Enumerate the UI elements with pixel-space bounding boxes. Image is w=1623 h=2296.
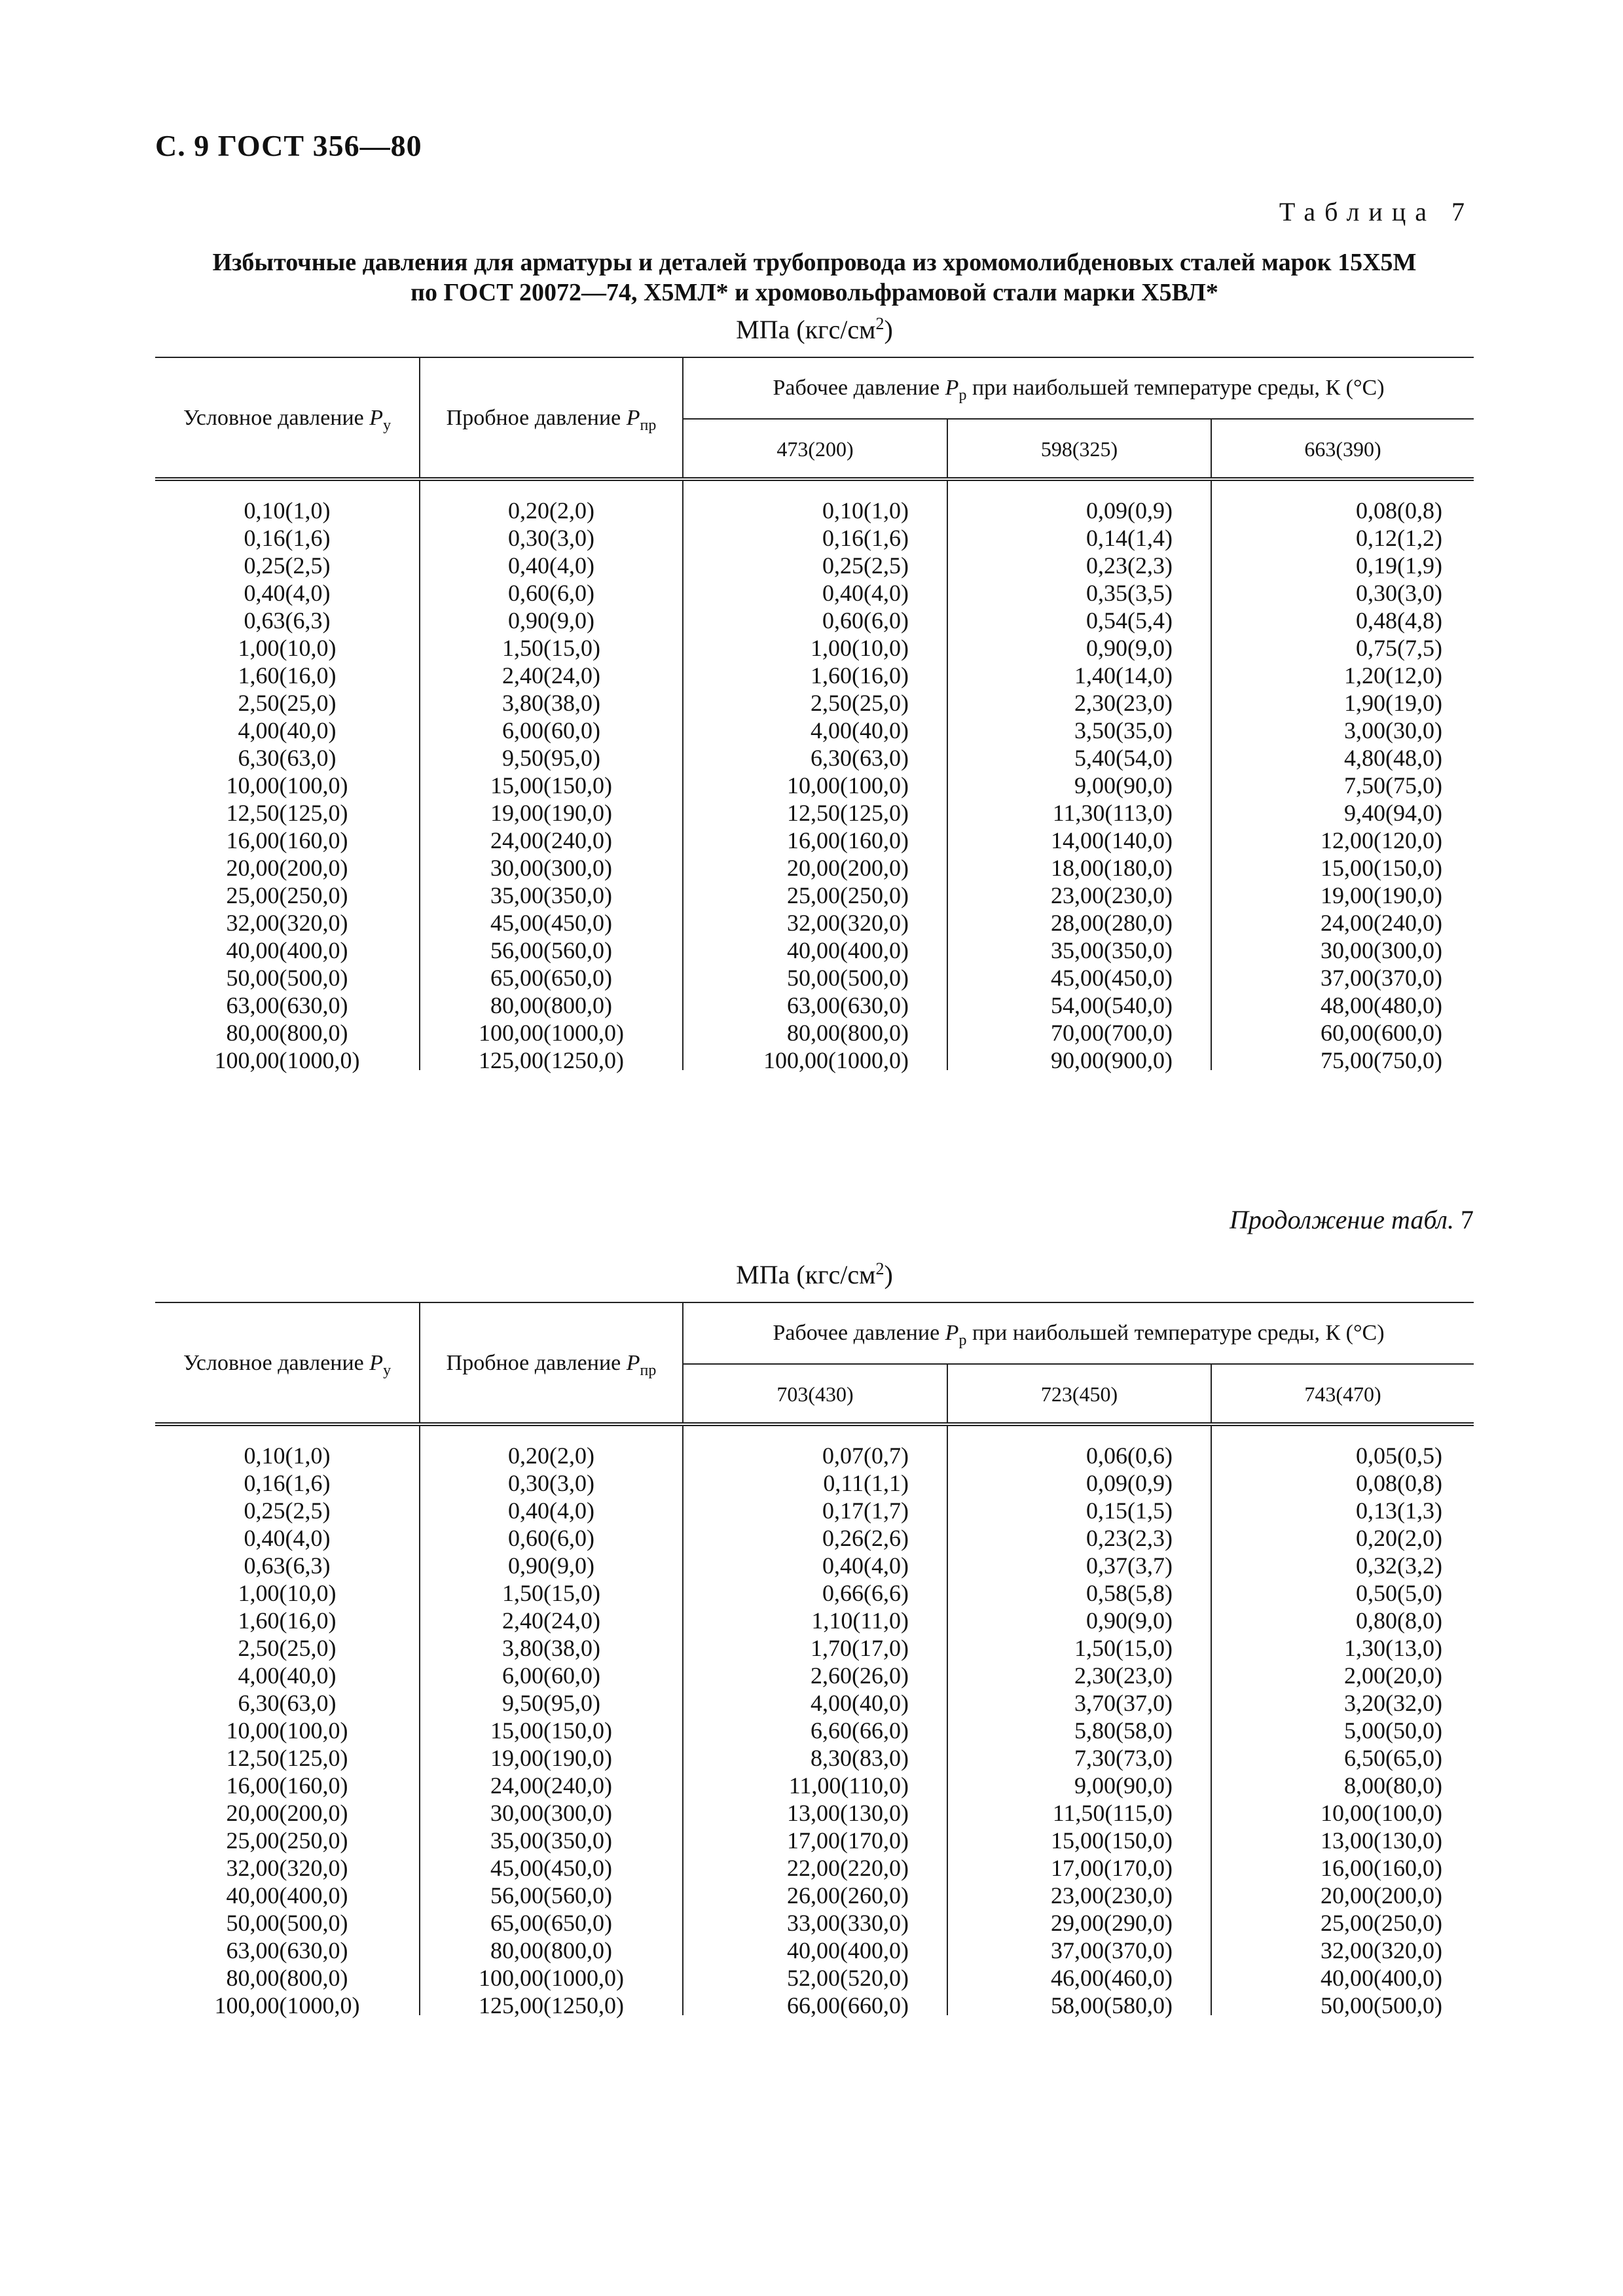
table-cell: 4,00(40,0) [811, 717, 909, 744]
header-nominal-pressure: Условное давление $P_у$ [183, 1351, 392, 1379]
table-header [155, 357, 1474, 481]
table-cell: 0,10(1,0) [244, 497, 331, 524]
table-cell: 3,80(38,0) [502, 690, 600, 716]
table-cell: 54,00(540,0) [1051, 992, 1173, 1018]
table-cell: 0,40(4,0) [822, 1552, 909, 1579]
table-cell: 13,00(130,0) [787, 1800, 909, 1826]
table-cell: 7,30(73,0) [1074, 1745, 1173, 1771]
table-cell: 0,80(8,0) [1356, 1607, 1442, 1634]
table-cell: 0,90(9,0) [508, 607, 594, 634]
table-cell: 24,00(240,0) [1321, 910, 1442, 936]
table-body [155, 481, 1474, 1073]
table-cell: 80,00(800,0) [787, 1020, 909, 1046]
table-cell: 30,00(300,0) [1321, 937, 1442, 963]
table-cell: 23,00(230,0) [1051, 882, 1173, 908]
table-cell: 6,30(63,0) [238, 1690, 337, 1716]
table-cell: 0,48(4,8) [1356, 607, 1442, 634]
table-cell: 45,00(450,0) [490, 1855, 612, 1881]
table-cell: 12,50(125,0) [226, 800, 348, 826]
working-pressure-column-3 [1211, 481, 1474, 1073]
table-cell: 1,90(19,0) [1344, 690, 1442, 716]
continuation-label: Продолжение табл. 7 [1229, 1205, 1474, 1234]
working-pressure-column-1 [682, 481, 947, 1073]
table-cell: 15,00(150,0) [1051, 1827, 1173, 1854]
table-cell: 3,00(30,0) [1344, 717, 1442, 744]
table-cell: 0,54(5,4) [1086, 607, 1173, 634]
table-cell: 1,40(14,0) [1074, 662, 1173, 689]
table-cell: 40,00(400,0) [787, 1937, 909, 1964]
table-cell: 1,00(10,0) [811, 635, 909, 661]
table-header [155, 1302, 1474, 1426]
table-cell: 0,40(4,0) [244, 1525, 331, 1551]
table-cell: 0,14(1,4) [1086, 525, 1173, 551]
table-cell: 32,00(320,0) [787, 910, 909, 936]
table-cell: 0,12(1,2) [1356, 525, 1442, 551]
table-cell: 15,00(150,0) [1321, 855, 1442, 881]
header-test-pressure: Пробное давление $P_{пр}$ [419, 1303, 682, 1424]
table-cell: 0,17(1,7) [822, 1498, 909, 1524]
table-cell: 0,66(6,6) [822, 1580, 909, 1606]
table-cell: 0,20(2,0) [508, 497, 594, 524]
table-cell: 2,50(25,0) [238, 690, 337, 716]
table-cell: 9,50(95,0) [502, 745, 600, 771]
table-cell: 19,00(190,0) [490, 800, 612, 826]
table-cell: 2,60(26,0) [811, 1662, 909, 1689]
table-cell: 25,00(250,0) [1321, 1910, 1442, 1936]
table-cell: 0,09(0,9) [1086, 1470, 1173, 1496]
table-cell: 20,00(200,0) [226, 855, 348, 881]
header-temperature-1: 473(200) [682, 420, 947, 478]
working-pressure-column-3 [1211, 1426, 1474, 2018]
table-cell: 4,00(40,0) [238, 717, 337, 744]
table-cell: 3,80(38,0) [502, 1635, 600, 1661]
table-cell: 1,10(11,0) [811, 1607, 909, 1634]
table-cell: 19,00(190,0) [490, 1745, 612, 1771]
table-cell: 20,00(200,0) [1321, 1882, 1442, 1909]
table-cell: 125,00(1250,0) [479, 1992, 624, 2018]
header-temperature-2: 723(450) [947, 1365, 1211, 1424]
header-temperature-2: 598(325) [947, 420, 1211, 478]
table-cell: 35,00(350,0) [490, 882, 612, 908]
table-cell: 0,26(2,6) [822, 1525, 909, 1551]
table-cell: 0,37(3,7) [1086, 1552, 1173, 1579]
table-cell: 60,00(600,0) [1321, 1020, 1442, 1046]
table-cell: 1,50(15,0) [1074, 1635, 1173, 1661]
table-cell: 3,20(32,0) [1344, 1690, 1442, 1716]
table-cell: 1,20(12,0) [1344, 662, 1442, 689]
table-cell: 1,50(15,0) [502, 1580, 600, 1606]
table-cell: 1,50(15,0) [502, 635, 600, 661]
table-cell: 56,00(560,0) [490, 1882, 612, 1909]
header-temperature-3: 663(390) [1211, 420, 1474, 478]
table-cell: 3,70(37,0) [1074, 1690, 1173, 1716]
table-cell: 100,00(1000,0) [479, 1965, 624, 1991]
table-cell: 125,00(1250,0) [479, 1047, 624, 1073]
table-cell: 9,00(90,0) [1074, 772, 1173, 798]
table-cell: 0,25(2,5) [244, 552, 331, 579]
table-cell: 1,00(10,0) [238, 1580, 337, 1606]
table-cell: 1,70(17,0) [811, 1635, 909, 1661]
table-cell: 24,00(240,0) [490, 1772, 612, 1799]
table-cell: 65,00(650,0) [490, 965, 612, 991]
table-cell: 3,50(35,0) [1074, 717, 1173, 744]
table-cell: 32,00(320,0) [226, 910, 348, 936]
table-cell: 50,00(500,0) [226, 1910, 348, 1936]
table-cell: 10,00(100,0) [226, 772, 348, 798]
table-cell: 0,08(0,8) [1356, 1470, 1442, 1496]
table-cell: 0,05(0,5) [1356, 1443, 1442, 1469]
header-temperature-3: 743(470) [1211, 1365, 1474, 1424]
table-cell: 9,50(95,0) [502, 1690, 600, 1716]
table-cell: 19,00(190,0) [1321, 882, 1442, 908]
table-cell: 9,40(94,0) [1344, 800, 1442, 826]
table-cell: 2,40(24,0) [502, 1607, 600, 1634]
table-cell: 15,00(150,0) [490, 1717, 612, 1744]
header-working-pressure: Рабочее давление $P_р$ при наибольшей температуре среды, К (°С) [682, 1303, 1474, 1365]
table-cell: 0,16(1,6) [822, 525, 909, 551]
table-cell: 90,00(900,0) [1051, 1047, 1173, 1073]
table-cell: 20,00(200,0) [226, 1800, 348, 1826]
table-cell: 0,60(6,0) [508, 1525, 594, 1551]
table-cell: 50,00(500,0) [226, 965, 348, 991]
table-cell: 18,00(180,0) [1051, 855, 1173, 881]
table-cell: 100,00(1000,0) [763, 1047, 909, 1073]
table-cell: 0,20(2,0) [508, 1443, 594, 1469]
units-label: МПа $(кгс/см^2)$ [736, 314, 893, 344]
table-cell: 0,90(9,0) [1086, 1607, 1173, 1634]
table-cell: 10,00(100,0) [226, 1717, 348, 1744]
table-cell: 1,00(10,0) [238, 635, 337, 661]
table-cell: 6,30(63,0) [811, 745, 909, 771]
table-cell: 4,80(48,0) [1344, 745, 1442, 771]
table-cell: 0,30(3,0) [508, 525, 594, 551]
table-cell: 0,23(2,3) [1086, 552, 1173, 579]
table-cell: 0,40(4,0) [508, 552, 594, 579]
table-cell: 80,00(800,0) [490, 1937, 612, 1964]
working-pressure-column-2 [947, 481, 1211, 1073]
table-cell: 0,50(5,0) [1356, 1580, 1442, 1606]
table-cell: 0,16(1,6) [244, 525, 331, 551]
header-temperature-1: 703(430) [682, 1365, 947, 1424]
table-cell: 0,32(3,2) [1356, 1552, 1442, 1579]
table-cell: 0,08(0,8) [1356, 497, 1442, 524]
table-cell: 0,06(0,6) [1086, 1443, 1173, 1469]
table-cell: 7,50(75,0) [1344, 772, 1442, 798]
nominal-pressure-column [155, 481, 419, 1073]
table-cell: 25,00(250,0) [226, 1827, 348, 1854]
table-cell: 63,00(630,0) [226, 992, 348, 1018]
test-pressure-column [419, 1426, 682, 2018]
table-cell: 37,00(370,0) [1321, 965, 1442, 991]
working-pressure-column-2 [947, 1426, 1211, 2018]
table-cell: 2,50(25,0) [811, 690, 909, 716]
table-cell: 70,00(700,0) [1051, 1020, 1173, 1046]
table-cell: 0,60(6,0) [508, 580, 594, 606]
table-cell: 6,60(66,0) [811, 1717, 909, 1744]
table-cell: 75,00(750,0) [1321, 1047, 1442, 1073]
table-cell: 9,00(90,0) [1074, 1772, 1173, 1799]
table-cell: 0,63(6,3) [244, 1552, 331, 1579]
table-cell: 5,00(50,0) [1344, 1717, 1442, 1744]
table-cell: 12,50(125,0) [226, 1745, 348, 1771]
table-cell: 0,40(4,0) [244, 580, 331, 606]
table-cell: 63,00(630,0) [787, 992, 909, 1018]
table-body [155, 1426, 1474, 2018]
table-cell: 12,50(125,0) [787, 800, 909, 826]
nominal-pressure-column [155, 1426, 419, 2018]
page-header: С. 9 ГОСТ 356—80 [155, 129, 422, 162]
table-cell: 22,00(220,0) [787, 1855, 909, 1881]
table-cell: 16,00(160,0) [787, 827, 909, 853]
table-cell: 40,00(400,0) [226, 937, 348, 963]
table-cell: 30,00(300,0) [490, 855, 612, 881]
table-cell: 40,00(400,0) [1321, 1965, 1442, 1991]
table-cell: 1,60(16,0) [238, 662, 337, 689]
table-cell: 30,00(300,0) [490, 1800, 612, 1826]
table-cell: 16,00(160,0) [226, 1772, 348, 1799]
table-cell: 80,00(800,0) [490, 992, 612, 1018]
table-cell: 80,00(800,0) [226, 1965, 348, 1991]
table-cell: 35,00(350,0) [490, 1827, 612, 1854]
table-title-line-2: по ГОСТ 20072—74, Х5МЛ* и хромовольфрамовой стали марки Х5ВЛ* [410, 279, 1218, 307]
table-cell: 16,00(160,0) [226, 827, 348, 853]
table-cell: 50,00(500,0) [1321, 1992, 1442, 2018]
table-cell: 65,00(650,0) [490, 1910, 612, 1936]
units-label-2: МПа $(кгс/см^2)$ [736, 1259, 893, 1289]
table-cell: 15,00(150,0) [490, 772, 612, 798]
header-working-pressure: Рабочее давление $P_р$ при наибольшей температуре среды, К (°С) [682, 358, 1474, 420]
table-cell: 35,00(350,0) [1051, 937, 1173, 963]
table-cell: 0,10(1,0) [822, 497, 909, 524]
table-cell: 28,00(280,0) [1051, 910, 1173, 936]
table-cell: 11,00(110,0) [788, 1772, 909, 1799]
table-cell: 5,40(54,0) [1074, 745, 1173, 771]
table-cell: 2,00(20,0) [1344, 1662, 1442, 1689]
table-cell: 45,00(450,0) [490, 910, 612, 936]
table-cell: 45,00(450,0) [1051, 965, 1173, 991]
table-cell: 0,13(1,3) [1356, 1498, 1442, 1524]
table-cell: 32,00(320,0) [226, 1855, 348, 1881]
table-cell: 0,23(2,3) [1086, 1525, 1173, 1551]
table-cell: 4,00(40,0) [811, 1690, 909, 1716]
table-cell: 23,00(230,0) [1051, 1882, 1173, 1909]
table-cell: 2,30(23,0) [1074, 1662, 1173, 1689]
table-cell: 14,00(140,0) [1051, 827, 1173, 853]
table-cell: 5,80(58,0) [1074, 1717, 1173, 1744]
table-cell: 0,75(7,5) [1356, 635, 1442, 661]
table-cell: 0,19(1,9) [1356, 552, 1442, 579]
table-cell: 6,50(65,0) [1344, 1745, 1442, 1771]
table-cell: 29,00(290,0) [1051, 1910, 1173, 1936]
table-cell: 0,60(6,0) [822, 607, 909, 634]
table-cell: 40,00(400,0) [226, 1882, 348, 1909]
table-cell: 26,00(260,0) [787, 1882, 909, 1909]
table-cell: 0,25(2,5) [822, 552, 909, 579]
pressure-table-part-1 [155, 357, 1474, 1073]
pressure-table-part-2 [155, 1302, 1474, 2018]
table-cell: 46,00(460,0) [1051, 1965, 1173, 1991]
header-nominal-pressure: Условное давление $P_у$ [183, 406, 392, 434]
table-cell: 2,40(24,0) [502, 662, 600, 689]
table-cell: 1,60(16,0) [238, 1607, 337, 1634]
table-title-line-1: Избыточные давления для арматуры и деталей трубопровода из хромомолибденовых сталей марок 15Х5М [212, 249, 1417, 276]
table-cell: 50,00(500,0) [787, 965, 909, 991]
table-cell: 25,00(250,0) [787, 882, 909, 908]
table-cell: 52,00(520,0) [787, 1965, 909, 1991]
table-cell: 48,00(480,0) [1321, 992, 1442, 1018]
table-cell: 10,00(100,0) [787, 772, 909, 798]
table-cell: 16,00(160,0) [1321, 1855, 1442, 1881]
table-cell: 25,00(250,0) [226, 882, 348, 908]
table-cell: 1,60(16,0) [811, 662, 909, 689]
table-cell: 24,00(240,0) [490, 827, 612, 853]
table-cell: 0,30(3,0) [508, 1470, 594, 1496]
table-cell: 6,00(60,0) [502, 1662, 600, 1689]
table-cell: 37,00(370,0) [1051, 1937, 1173, 1964]
table-cell: 8,00(80,0) [1344, 1772, 1442, 1799]
table-cell: 11,30(113,0) [1052, 800, 1173, 826]
table-cell: 32,00(320,0) [1321, 1937, 1442, 1964]
table-cell: 0,11(1,1) [823, 1470, 909, 1496]
table-title [155, 247, 1474, 308]
table-cell: 33,00(330,0) [787, 1910, 909, 1936]
table-cell: 100,00(1000,0) [214, 1047, 360, 1073]
table-cell: 100,00(1000,0) [214, 1992, 360, 2018]
table-cell: 63,00(630,0) [226, 1937, 348, 1964]
table-cell: 58,00(580,0) [1051, 1992, 1173, 2018]
table-cell: 0,30(3,0) [1356, 580, 1442, 606]
table-cell: 6,30(63,0) [238, 745, 337, 771]
table-cell: 0,07(0,7) [822, 1443, 909, 1469]
table-cell: 0,63(6,3) [244, 607, 331, 634]
table-cell: 100,00(1000,0) [479, 1020, 624, 1046]
table-cell: 13,00(130,0) [1321, 1827, 1442, 1854]
table-cell: 4,00(40,0) [238, 1662, 337, 1689]
table-cell: 12,00(120,0) [1321, 827, 1442, 853]
table-cell: 2,30(23,0) [1074, 690, 1173, 716]
table-cell: 0,20(2,0) [1356, 1525, 1442, 1551]
table-cell: 56,00(560,0) [490, 937, 612, 963]
table-cell: 11,50(115,0) [1052, 1800, 1173, 1826]
table-cell: 1,30(13,0) [1344, 1635, 1442, 1661]
header-test-pressure: Пробное давление $P_{пр}$ [419, 358, 682, 478]
table-cell: 17,00(170,0) [787, 1827, 909, 1854]
table-cell: 80,00(800,0) [226, 1020, 348, 1046]
table-cell: 0,90(9,0) [508, 1552, 594, 1579]
table-cell: 0,10(1,0) [244, 1443, 331, 1469]
table-cell: 0,40(4,0) [822, 580, 909, 606]
table-cell: 40,00(400,0) [787, 937, 909, 963]
table-cell: 0,16(1,6) [244, 1470, 331, 1496]
table-cell: 0,35(3,5) [1086, 580, 1173, 606]
table-cell: 17,00(170,0) [1051, 1855, 1173, 1881]
table-cell: 10,00(100,0) [1321, 1800, 1442, 1826]
table-cell: 0,09(0,9) [1086, 497, 1173, 524]
table-cell: 0,25(2,5) [244, 1498, 331, 1524]
table-cell: 0,90(9,0) [1086, 635, 1173, 661]
table-cell: 66,00(660,0) [787, 1992, 909, 2018]
table-cell: 2,50(25,0) [238, 1635, 337, 1661]
table-cell: 20,00(200,0) [787, 855, 909, 881]
table-number: Таблица 7 [1279, 197, 1474, 226]
table-cell: 0,15(1,5) [1086, 1498, 1173, 1524]
working-pressure-column-1 [682, 1426, 947, 2018]
test-pressure-column [419, 481, 682, 1073]
table-cell: 0,40(4,0) [508, 1498, 594, 1524]
table-cell: 0,58(5,8) [1086, 1580, 1173, 1606]
table-cell: 8,30(83,0) [811, 1745, 909, 1771]
table-cell: 6,00(60,0) [502, 717, 600, 744]
